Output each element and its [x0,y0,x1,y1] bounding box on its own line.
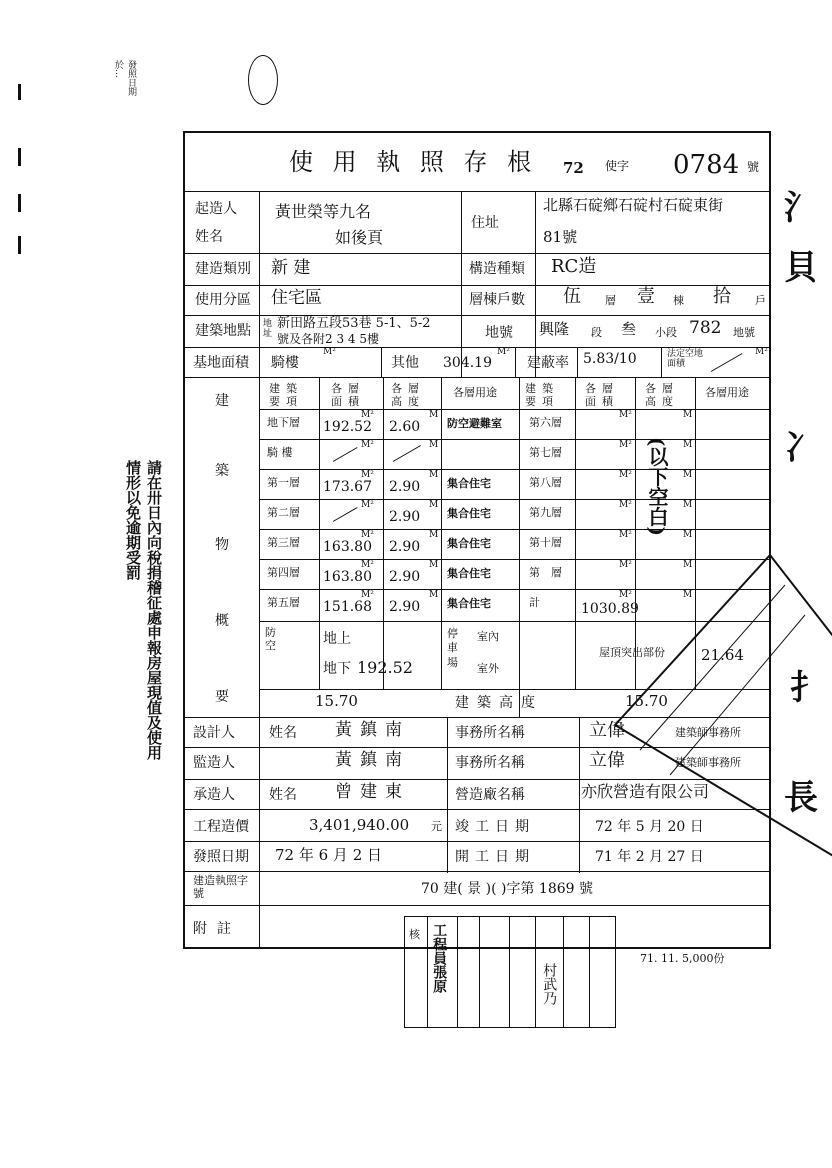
left-row-item: 騎 樓 [267,446,293,459]
permit-label: 建造執照字號 [193,874,248,900]
floors-label: 層棟戶數 [469,292,525,308]
legal-empty-unit: M² [755,347,768,357]
left-row-use: 集合住宅 [447,597,491,610]
parking-outdoor: 室外 [477,662,499,675]
hdr-use-right: 各層用途 [705,386,749,399]
households-unit: 戶 [755,294,766,307]
form-prefix: 使字 [605,159,630,173]
company-name: 亦欣營造有限公司 [581,782,710,801]
builder-label: 起造人 [195,201,237,217]
right-row-item: 第八層 [529,476,562,489]
unit-m2: M² [361,530,374,540]
unit-m2: M² [619,500,632,510]
cost-value: 3,401,940.00 [309,816,410,834]
unit-m: M [429,500,439,510]
left-row-height: 2.90 [389,509,421,525]
form-title: 使 用 執 照 存 根 [289,148,538,176]
unit-m: M [683,470,693,480]
designer-office-suffix: 建築師事務所 [675,726,741,739]
unit-m: M [429,410,439,420]
supervisor-office-name: 立偉 [589,750,625,771]
address-line1: 北縣石碇鄉石碇村石碇東街 [543,196,724,214]
arcade-unit: M² [323,347,336,357]
margin-char: 長 [784,778,818,818]
stamp-name-2: 村武乃 [541,963,558,1005]
build-type-label: 建造類別 [195,261,251,277]
issue-label: 發照日期 [193,849,249,865]
roof-label: 屋頂突出部份 [599,646,665,659]
left-row-item: 第三層 [267,536,300,549]
bld-side-5: 要 [215,689,229,705]
supervisor-label: 監造人 [193,755,235,771]
builder-name-2: 如後頁 [335,228,384,247]
left-row-use: 集合住宅 [447,507,491,520]
unit-m: M [683,590,693,600]
contractor-label: 承造人 [193,787,235,803]
punch-mark [18,236,21,254]
unit-m2: M² [361,440,374,450]
legal-empty-label: 法定空地面積 [667,349,704,370]
left-row-height: 2.90 [389,569,421,585]
floors-value: 伍 [563,286,581,307]
supervisor-name: 黃鎮南 [335,750,410,770]
left-row-item: 地下層 [267,416,300,429]
below-label: 地下 [323,661,351,677]
lot-small-label: 小段 [655,326,677,339]
margin-char: 扌 [790,668,824,708]
site-line2: 號及各附2 3 4 5樓 [277,332,379,346]
other-value: 304.19 [443,355,492,371]
unit-m2: M² [361,410,374,420]
start-date: 71 年 2 月 27 日 [595,849,704,865]
coverage-value: 5.83/10 [583,351,637,367]
start-label: 開工日期 [455,849,535,865]
lot-section: 興隆 [539,320,570,338]
unit-m2: M² [361,500,374,510]
left-row-use: 集合住宅 [447,477,491,490]
left-row-height: 2.90 [389,479,421,495]
left-row-item: 第一層 [267,476,300,489]
designer-office-name: 立偉 [589,720,625,741]
left-row-item: 第五層 [267,596,300,609]
company-label: 營造廠名稱 [455,787,525,803]
form-number: 0784 [673,150,740,180]
stamp-name-1: 工程員張原 [431,923,448,993]
address-line2: 81號 [543,228,578,246]
top-note-left: 發照日期於… [113,60,136,96]
unit-m: M [683,560,693,570]
name-label: 姓名 [195,229,223,245]
designer-name: 黃鎮南 [335,720,410,740]
floors-unit: 層 [605,294,616,307]
unit-m2: M² [619,440,632,450]
finish-label: 竣工日期 [455,819,535,835]
unit-m2: M² [619,530,632,540]
bld-side-2: 築 [215,463,229,479]
unit-m: M [683,440,693,450]
address-label: 住址 [471,215,499,231]
unit-m: M [429,470,439,480]
structure-value: RC造 [551,256,597,277]
roof-value: 21.64 [701,646,744,664]
punch-mark [18,194,21,212]
left-row-height: 2.60 [389,419,421,435]
unit-m2: M² [361,470,374,480]
side-note: 請在卅日內向稅捐稽征處申報房屋現值及使用情形以免逾期受罰 [124,460,163,760]
structure-label: 構造種類 [469,261,525,277]
margin-char: 冫 [784,428,818,468]
print-note: 71. 11. 5,000份 [640,952,725,965]
unit-m2: M² [361,590,374,600]
designer-office-label: 事務所名稱 [455,725,525,741]
finish-date: 72 年 5 月 20 日 [595,819,704,835]
units-value: 壹 [637,286,655,307]
unit-m2: M² [361,560,374,570]
unit-m2: M² [619,470,632,480]
left-row-use: 集合住宅 [447,537,491,550]
coverage-label: 建蔽率 [527,355,569,371]
punch-mark [18,84,21,100]
lot-number: 782 [689,318,722,338]
unit-m: M [429,530,439,540]
unit-m: M [429,560,439,570]
unit-m: M [683,410,693,420]
hdr-area-right: 各層面積 [585,382,619,408]
bld-side-1: 建 [215,393,229,409]
right-row-item: 第七層 [529,446,562,459]
build-type: 新 建 [271,258,311,278]
supervisor-office-label: 事務所名稱 [455,755,525,771]
left-row-use: 集合住宅 [447,567,491,580]
hdr-area-left: 各層面積 [331,382,365,408]
builder-name: 黃世榮等九名 [275,202,372,221]
seal-circle [248,55,278,105]
unit-m: M [683,500,693,510]
right-row-item: 第 層 [529,566,562,579]
supervisor-office-suffix: 建築師事務所 [675,756,741,769]
site-line1: 新田路五段53巷 5-1、5-2 [277,316,431,331]
height-right-value: 15.70 [625,692,668,710]
diagonal-stamp-overlay [610,520,832,860]
left-row-item: 第二層 [267,506,300,519]
unit-m: M [429,440,439,450]
blank-note: (以下空白) [645,437,669,536]
left-row-area: 192.52 [323,419,372,435]
hdr-item-right: 建築要項 [525,382,559,408]
cost-label: 工程造價 [193,819,249,835]
left-row-area: 163.80 [323,539,372,555]
unit-m2: M² [619,410,632,420]
arcade-label: 騎樓 [271,355,299,371]
households-value: 拾 [713,286,731,307]
zone-value: 住宅區 [271,288,322,308]
hdr-height-right: 各層高度 [645,382,679,408]
site-label: 建築地點 [195,323,251,339]
left-row-area: 163.80 [323,569,372,585]
margin-char: 氵 [784,188,818,228]
permit-text: 70 建( 景 )( )字第 1869 號 [421,881,593,897]
hdr-height-left: 各層高度 [391,382,425,408]
parking-indoor: 室內 [477,630,499,643]
contractor-name-label: 姓名 [269,787,297,803]
left-row-height: 2.90 [389,539,421,555]
other-unit: M² [497,347,510,357]
attach-label: 附註 [193,921,241,937]
lot-label: 地號 [485,325,513,341]
above-label: 地上 [323,631,351,647]
height-left-value: 15.70 [315,692,358,710]
parking-label-left: 防空 [265,626,276,652]
unit-m2: M² [619,560,632,570]
hdr-item-left: 建築要項 [269,382,303,408]
right-row-item: 第九層 [529,506,562,519]
designer-name-label: 姓名 [269,725,297,741]
left-row-use: 防空避難室 [447,417,502,430]
base-area-label: 基地面積 [193,355,249,371]
lot-suffix: 地號 [733,326,755,339]
form-year: 72 [563,159,584,177]
bld-side-4: 概 [215,613,229,629]
zone-label: 使用分區 [195,292,251,308]
bld-side-3: 物 [215,537,229,553]
right-row-item: 第六層 [529,416,562,429]
unit-m: M [429,590,439,600]
left-row-area: 151.68 [323,599,372,615]
issue-date: 72 年 6 月 2 日 [275,846,383,864]
cost-unit: 元 [431,820,442,833]
other-label: 其他 [391,355,419,371]
right-row-item: 第十層 [529,536,562,549]
left-row-item: 第四層 [267,566,300,579]
right-row-item: 計 [529,596,540,609]
site-prefix: 地址 [263,319,273,340]
punch-mark [18,148,21,166]
height-label: 建築高度 [455,695,543,711]
parking-label: 停車場 [447,627,458,669]
stamp-col-label: 核 [409,928,420,941]
hdr-use-left: 各層用途 [453,386,497,399]
left-row-height: 2.90 [389,599,421,615]
right-row-area: 1030.89 [581,601,639,617]
lot-value: 叁 [621,320,637,338]
designer-label: 設計人 [193,725,235,741]
form-number-suffix: 號 [747,160,760,174]
unit-m2: M² [619,590,632,600]
contractor-name: 曾建東 [335,782,410,802]
approval-stamp-table [404,916,616,1028]
left-row-area: 173.67 [323,479,372,495]
margin-char: 貝 [784,248,818,288]
unit-m: M [683,530,693,540]
units-unit: 棟 [673,294,684,307]
lot-duan: 段 [591,326,602,339]
below-value: 192.52 [357,658,413,677]
